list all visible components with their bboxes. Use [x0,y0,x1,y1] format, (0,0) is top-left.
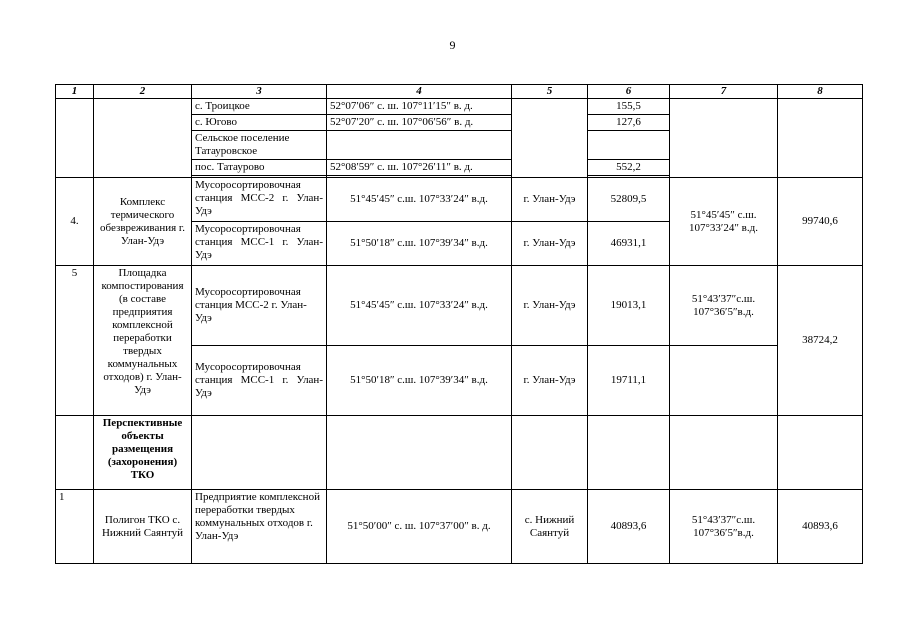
cell-coords: 51°50′00″ с. ш. 107°37′00″ в. д. [327,490,512,564]
cell-coords: 52°07′20″ с. ш. 107°06′56″ в. д. [327,115,512,131]
section-row [56,416,863,490]
cell-value: 552,2 [588,160,670,176]
cell-station: Предприятие комплексной переработки твердых коммунальных отходов г. Улан-Удэ [192,490,327,564]
cell-object: Площадка компостирования (в составе предприятия комплексной переработки твердых коммунальных отходов) г. Улан-Удэ [94,266,192,416]
cell-object: Комплекс термического обезвреживания г. Улан-Удэ [94,178,192,266]
header-cell: 4 [327,85,512,99]
cell-col7: 51°43′37″с.ш. 107°36′5″в.д. [670,490,778,564]
header-cell: 3 [192,85,327,99]
cell-city: г. Улан-Удэ [512,266,588,346]
cell-station: Мусоросортировочная станция МСС-2 г. Улан-Удэ [192,266,327,346]
cell-coords [327,131,512,160]
cell-station: Мусоросортировочная станция МСС-1 г. Улан-Удэ [192,222,327,266]
header-cell: 6 [588,85,670,99]
cell-value: 40893,6 [588,490,670,564]
cell-settlement: пос. Татаурово [192,160,327,176]
cell-empty [670,416,778,490]
cell-empty [192,416,327,490]
cell-num: 1 [56,490,94,564]
section-title: Перспективные объекты размещения (захоронения) ТКО [94,416,192,490]
header-cell: 8 [778,85,863,99]
cell-coords: 51°50′18″ с.ш. 107°39′34″ в.д. [327,222,512,266]
cell-num [56,416,94,490]
page-number: 9 [449,38,456,52]
cell-col8: 99740,6 [778,178,863,266]
cell-value: 155,5 [588,99,670,115]
cell-col8: 38724,2 [778,266,863,416]
cell-object [94,99,192,178]
cell-empty [778,416,863,490]
cell-object: Полигон ТКО с. Нижний Саянтуй [94,490,192,564]
cell-value [588,131,670,160]
table-row [56,178,863,222]
cell-settlement: с. Троицкое [192,99,327,115]
cell-city: г. Улан-Удэ [512,346,588,416]
cell-station: Мусоросортировочная станция МСС-1 г. Улан-Удэ [192,346,327,416]
cell-station: Мусоросортировочная станция МСС-2 г. Улан-Удэ [192,178,327,222]
table-row [56,266,863,346]
cell-value: 46931,1 [588,222,670,266]
data-table [55,84,863,564]
cell-city: г. Улан-Удэ [512,222,588,266]
cell-col8 [778,99,863,178]
cell-empty [512,416,588,490]
header-cell: 1 [56,85,94,99]
table-row [56,99,863,115]
cell-settlement: с. Югово [192,115,327,131]
table-row [56,490,863,564]
cell-num: 4. [56,178,94,266]
cell-num [56,99,94,178]
cell-col7 [670,346,778,416]
cell-city: г. Улан-Удэ [512,178,588,222]
header-row [56,85,863,99]
cell-empty [588,416,670,490]
cell-city: с. Нижний Саянтуй [512,490,588,564]
cell-col7 [670,99,778,178]
cell-value: 19711,1 [588,346,670,416]
cell-col8: 40893,6 [778,490,863,564]
cell-coords: 51°45′45″ с.ш. 107°33′24″ в.д. [327,266,512,346]
cell-coords: 52°08′59″ с. ш. 107°26′11″ в. д. [327,160,512,176]
cell-value: 127,6 [588,115,670,131]
cell-value: 19013,1 [588,266,670,346]
cell-value: 52809,5 [588,178,670,222]
cell-num: 5 [56,266,94,416]
cell-coords: 52°07′06″ с. ш. 107°11′15″ в. д. [327,99,512,115]
header-cell: 5 [512,85,588,99]
cell-coords: 51°45′45″ с.ш. 107°33′24″ в.д. [327,178,512,222]
header-cell: 2 [94,85,192,99]
cell-empty [327,416,512,490]
cell-col7: 51°43′37″с.ш. 107°36′5″в.д. [670,266,778,346]
header-cell: 7 [670,85,778,99]
cell-coords: 51°50′18″ с.ш. 107°39′34″ в.д. [327,346,512,416]
cell-col7: 51°45′45″ с.ш. 107°33′24″ в.д. [670,178,778,266]
cell-city [512,99,588,178]
cell-settlement: Сельское поселение Татауровское [192,131,327,160]
